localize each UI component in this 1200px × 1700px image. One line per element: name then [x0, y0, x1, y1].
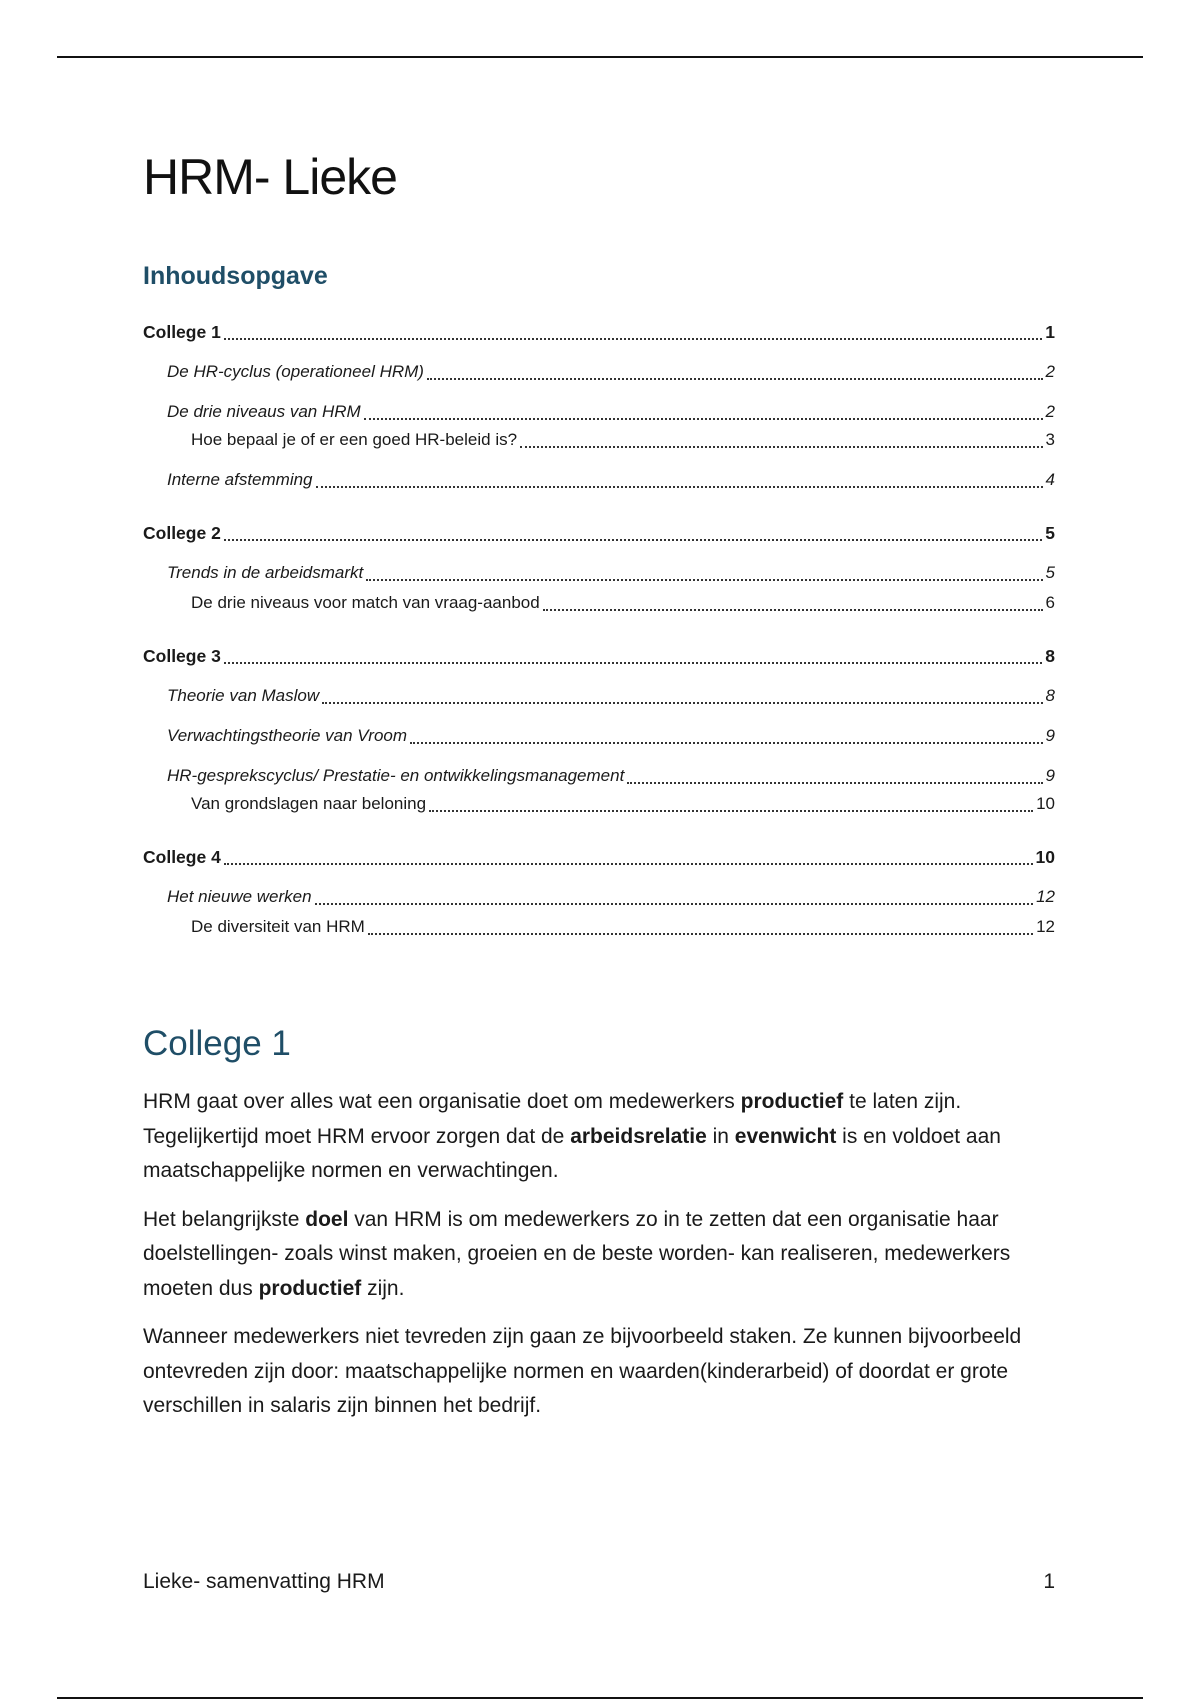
toc-entry-title: College 2 — [143, 523, 221, 543]
toc-dot-leader — [368, 932, 1033, 935]
text-run: is en voldoet aan maatschappelijke normen en verwachtingen. — [143, 1124, 1001, 1182]
toc-entry-page: 5 — [1045, 563, 1055, 582]
page-title: HRM- Lieke — [143, 149, 397, 205]
toc-dot-leader — [224, 337, 1042, 340]
text-run: van HRM is om medewerkers zo in te zetten dat een organisatie haar doelstellingen- zoals winst maken, groeien en de beste worden- kan realiseren, medewerkers moeten dus — [143, 1207, 1011, 1300]
toc-entry-page: 8 — [1045, 686, 1055, 705]
toc-dot-leader — [322, 701, 1042, 704]
toc-entry[interactable] — [143, 766, 1055, 790]
toc-dot-leader — [627, 781, 1042, 784]
toc-dot-leader — [224, 538, 1042, 541]
toc-entry-page: 9 — [1045, 726, 1055, 745]
top-rule — [57, 56, 1143, 58]
toc-entry-title: HR-gesprekscyclus/ Prestatie- en ontwikkelingsmanagement — [167, 766, 625, 785]
footer-title: Lieke- samenvatting HRM — [143, 1570, 385, 1593]
toc-entry[interactable] — [143, 593, 1055, 617]
text-run: te laten zijn. Tegelijkertijd moet HRM ervoor zorgen dat de — [143, 1090, 962, 1148]
text-run: in — [706, 1124, 735, 1148]
emphasized-term: doel — [305, 1207, 349, 1231]
toc-dot-leader — [224, 862, 1033, 865]
toc-entry[interactable] — [143, 430, 1055, 454]
toc-dot-leader — [315, 902, 1034, 905]
toc-entry[interactable] — [143, 523, 1055, 547]
toc-entry[interactable] — [143, 917, 1055, 941]
toc-dot-leader — [429, 809, 1033, 812]
toc-entry[interactable] — [143, 686, 1055, 710]
emphasized-term: productief — [740, 1090, 844, 1113]
section-heading-college-1: College 1 — [143, 1024, 291, 1063]
toc-entry-page: 12 — [1036, 917, 1055, 936]
emphasized-term: evenwicht — [734, 1124, 837, 1148]
toc-entry-page: 6 — [1045, 593, 1055, 612]
toc-entry-title: College 1 — [143, 322, 221, 342]
toc-entry-page: 10 — [1036, 794, 1055, 813]
toc-dot-leader — [543, 608, 1043, 611]
paragraph — [143, 1320, 1063, 1424]
text-run: zijn. — [361, 1276, 405, 1300]
toc-entry-title: College 3 — [143, 646, 221, 666]
toc-entry[interactable] — [143, 726, 1055, 750]
toc-dot-leader — [427, 377, 1043, 380]
toc-dot-leader — [316, 485, 1043, 488]
emphasized-term: arbeidsrelatie — [570, 1124, 707, 1148]
text-run: Wanneer medewerkers niet tevreden zijn gaan ze bijvoorbeeld staken. Ze kunnen bijvoorbeeld ontevreden zijn door: maatschappelijke normen en waarden(kinderarbeid) of doordat er grote verschillen in salaris zijn binnen het bedrijf. — [143, 1325, 1022, 1417]
toc-entry-title: Theorie van Maslow — [167, 686, 320, 705]
toc-entry-title: Trends in de arbeidsmarkt — [167, 563, 364, 582]
toc-entry[interactable] — [143, 322, 1055, 346]
toc-entry-title: De drie niveaus van HRM — [167, 402, 361, 421]
toc-dot-leader — [366, 578, 1042, 581]
toc-entry-page: 3 — [1045, 430, 1055, 449]
toc-entry-page: 10 — [1035, 847, 1055, 867]
toc-entry-title: Interne afstemming — [167, 470, 313, 489]
toc-entry-title: Het nieuwe werken — [167, 887, 312, 906]
toc-dot-leader — [224, 661, 1042, 664]
toc-dot-leader — [364, 417, 1043, 420]
body-text — [143, 1085, 1063, 1438]
emphasized-term: productief — [258, 1276, 362, 1300]
toc-entry-title: De drie niveaus voor match van vraag-aanbod — [191, 593, 540, 612]
toc-entry-page: 2 — [1045, 402, 1055, 421]
toc-entry-title: De diversiteit van HRM — [191, 917, 365, 936]
toc-entry[interactable] — [143, 470, 1055, 494]
toc-entry-page: 5 — [1045, 523, 1055, 543]
toc-entry-page: 4 — [1045, 470, 1055, 489]
toc-heading: Inhoudsopgave — [143, 262, 328, 290]
text-run: Het belangrijkste — [143, 1207, 306, 1231]
toc-entry-title: De HR-cyclus (operationeel HRM) — [167, 362, 424, 381]
toc-entry-title: Verwachtingstheorie van Vroom — [167, 726, 408, 745]
bottom-rule — [57, 1697, 1143, 1699]
toc-entry-title: College 4 — [143, 847, 221, 867]
toc-entry-page: 12 — [1036, 887, 1055, 906]
toc-entry-title: Hoe bepaal je of er een goed HR-beleid is? — [191, 430, 518, 449]
footer-page-number: 1 — [1043, 1570, 1055, 1593]
toc-entry[interactable] — [143, 887, 1055, 911]
toc-entry[interactable] — [143, 362, 1055, 386]
toc-dot-leader — [520, 445, 1042, 448]
toc-entry[interactable] — [143, 563, 1055, 587]
toc-entry[interactable] — [143, 646, 1055, 670]
toc-entry[interactable] — [143, 402, 1055, 426]
toc-entry-page: 2 — [1045, 362, 1055, 381]
toc-entry[interactable] — [143, 794, 1055, 818]
toc-entry-page: 9 — [1045, 766, 1055, 785]
toc-entry[interactable] — [143, 847, 1055, 871]
toc-dot-leader — [410, 741, 1043, 744]
toc-entry-page: 8 — [1045, 646, 1055, 666]
toc-entry-page: 1 — [1045, 322, 1055, 342]
toc-entry-title: Van grondslagen naar beloning — [191, 794, 427, 813]
paragraph — [143, 1203, 1063, 1307]
paragraph — [143, 1085, 1063, 1189]
text-run: HRM gaat over alles wat een organisatie doet om medewerkers — [143, 1090, 741, 1113]
